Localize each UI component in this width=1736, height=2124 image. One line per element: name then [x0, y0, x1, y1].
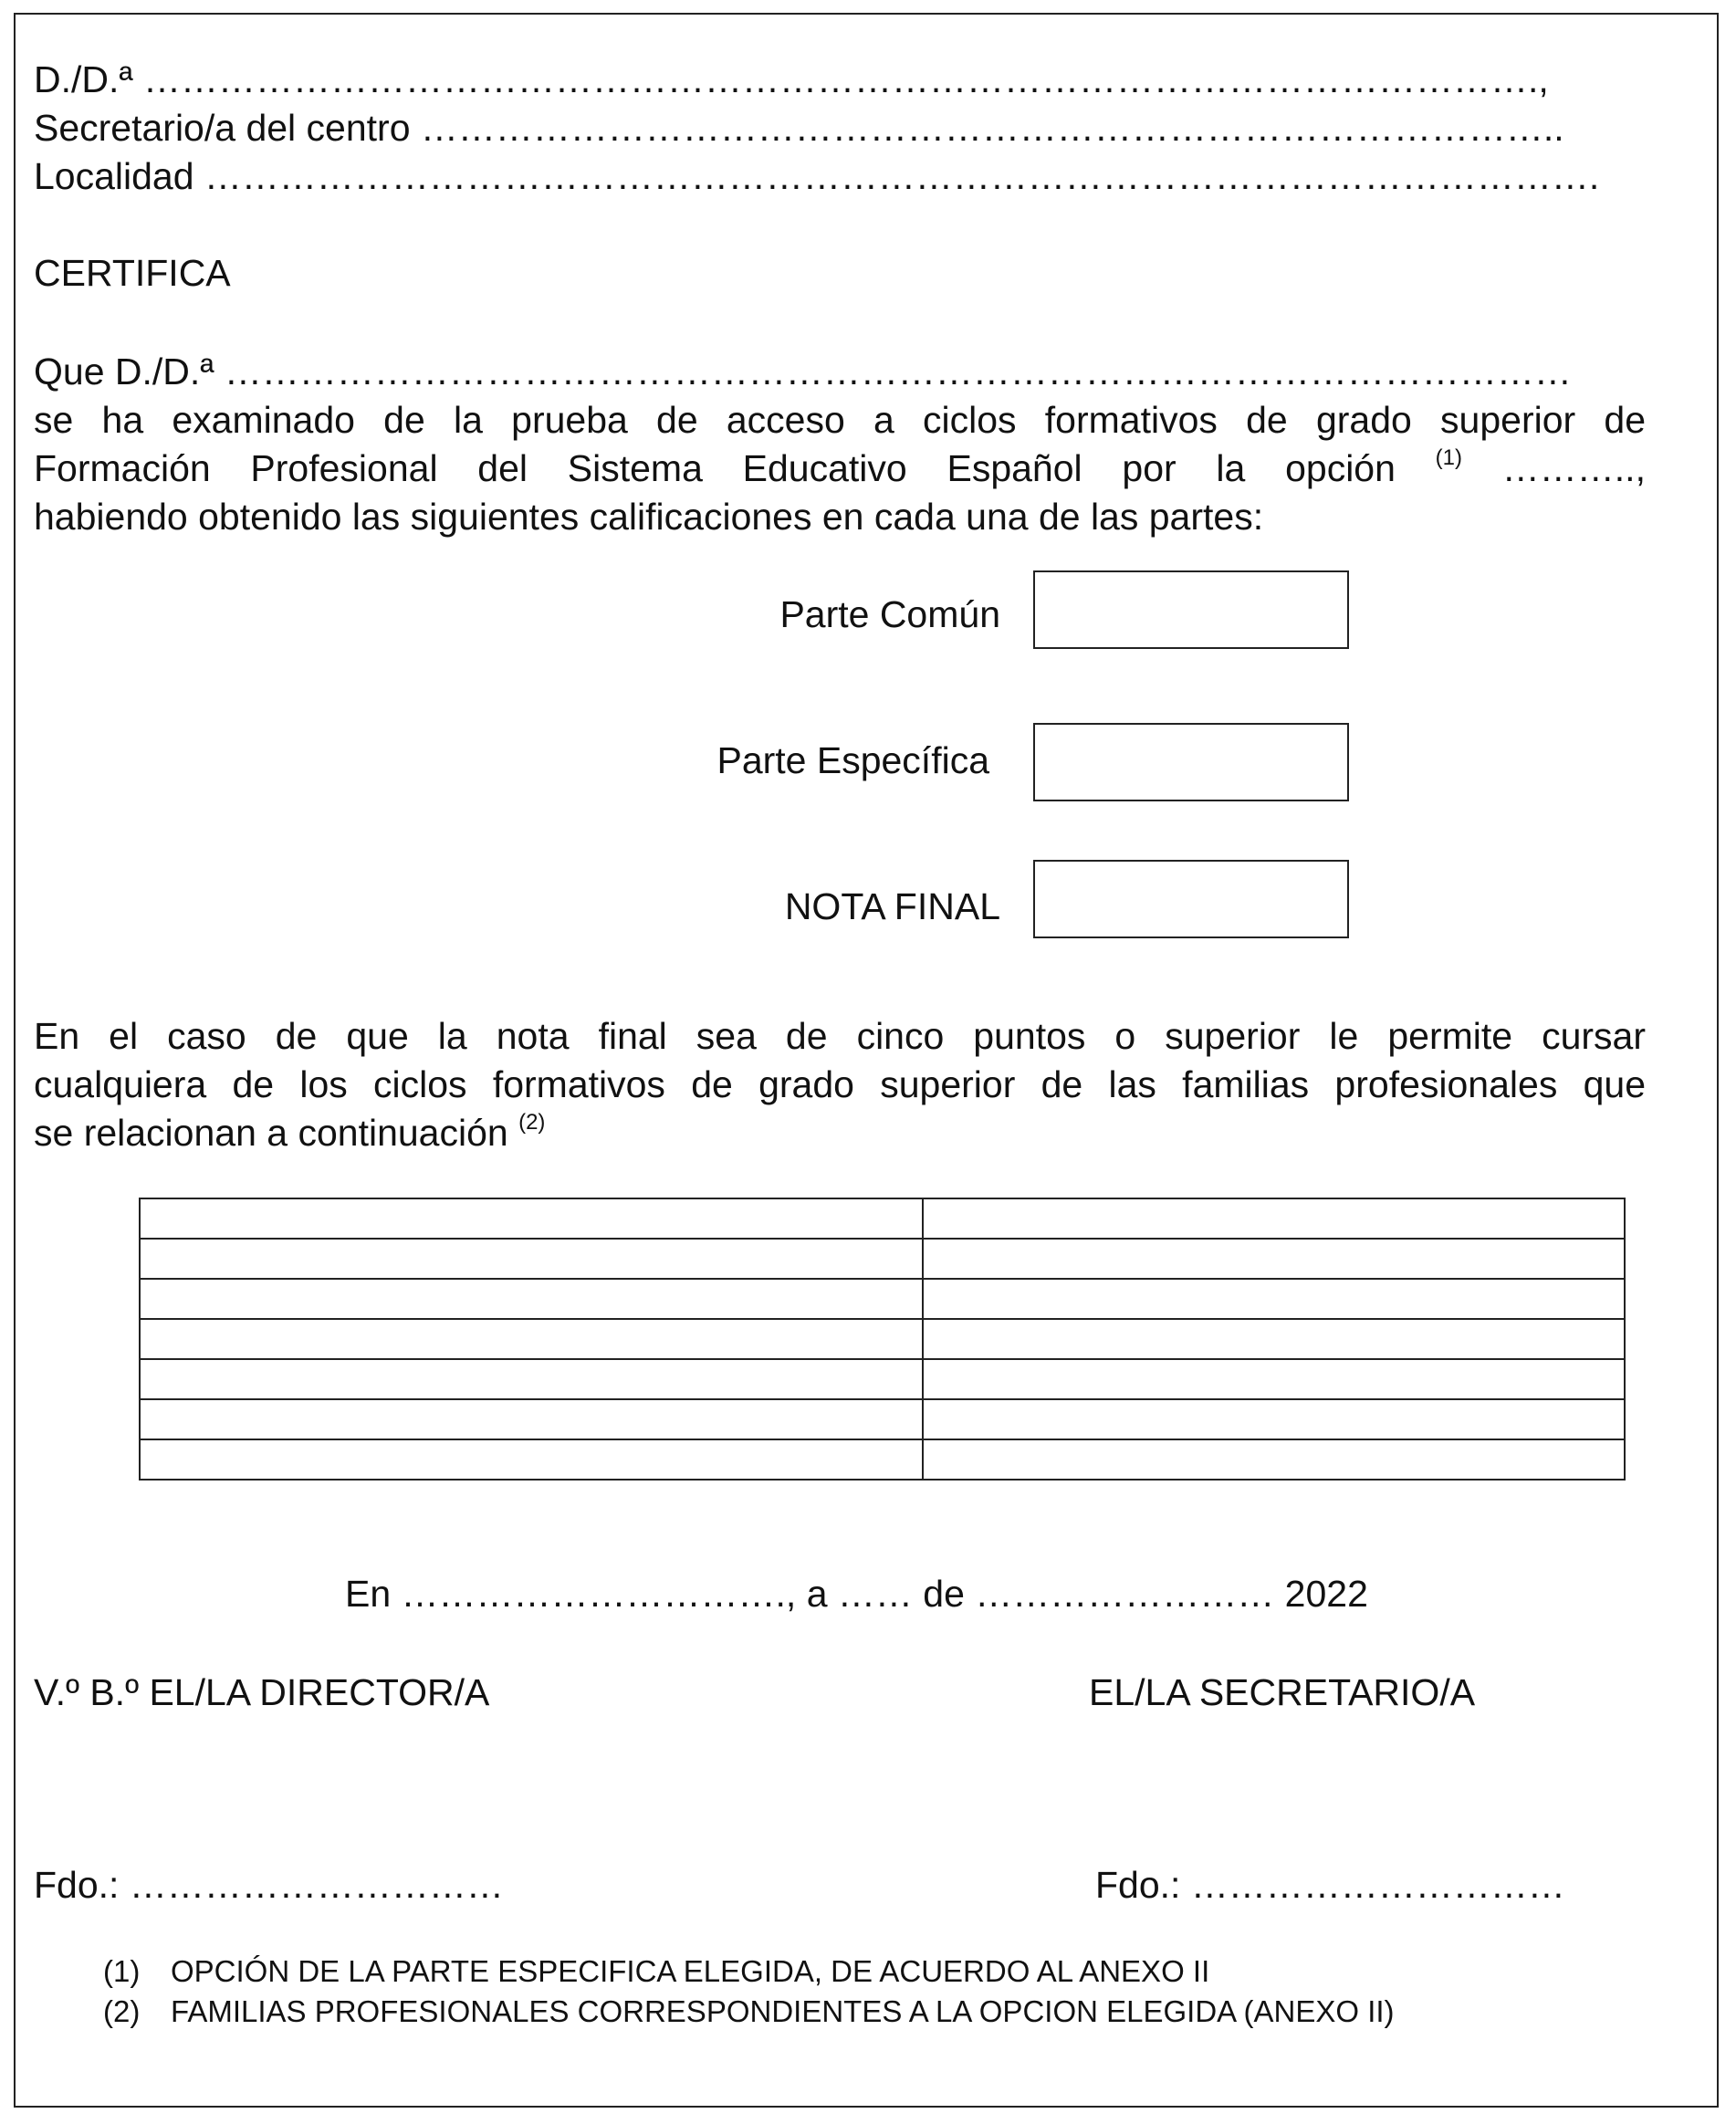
body-line-1: se ha examinado de la prueba de acceso a ciclos formativos de grado superior de	[34, 399, 1646, 441]
que-line: Que D./D.ª ………………………………………………………………………………………………	[34, 351, 1572, 392]
footnote-1	[103, 1951, 1209, 1992]
secretary-line: Secretario/a del centro ………………………………………………………………………………..	[34, 107, 1564, 149]
footnote-2	[103, 1992, 1395, 2032]
body-line-2-text: Formación Profesional del Sistema Educativo Español por la opción	[34, 447, 1396, 489]
table-cell[interactable]	[923, 1239, 1625, 1279]
table-row	[140, 1198, 1625, 1239]
director-title: V.º B.º EL/LA DIRECTOR/A	[34, 1671, 490, 1713]
families-line-2: cualquiera de los ciclos formativos de grado superior de las familias profesionales que	[34, 1063, 1646, 1105]
footnote-ref-1: (1)	[1435, 445, 1463, 470]
parte-especifica-label: Parte Específica	[716, 739, 989, 781]
footnote-1-text: OPCIÓN DE LA PARTE ESPECIFICA ELEGIDA, DE ACUERDO AL ANEXO II	[171, 1954, 1210, 1988]
table-cell[interactable]	[923, 1319, 1625, 1359]
nota-final-box[interactable]	[1033, 860, 1349, 938]
families-line-3	[34, 1108, 545, 1157]
table-cell[interactable]	[140, 1239, 923, 1279]
footnote-2-number: (2)	[103, 1994, 141, 2028]
table-cell[interactable]	[140, 1359, 923, 1399]
director-signature-line: Fdo.: …………………………	[34, 1864, 504, 1906]
families-line-3-text: se relacionan a continuación	[34, 1112, 508, 1154]
place-date-line: En …………………………., a …… de …………………… 2022	[345, 1573, 1368, 1615]
secretary-signature-line: Fdo.: …………………………	[1095, 1864, 1565, 1906]
footnote-1-number: (1)	[103, 1954, 141, 1988]
table-cell[interactable]	[923, 1359, 1625, 1399]
footnote-2-text: FAMILIAS PROFESIONALES CORRESPONDIENTES A LA OPCION ELEGIDA (ANEXO II)	[171, 1994, 1395, 2028]
table-cell[interactable]	[140, 1279, 923, 1319]
body-line-3: habiendo obtenido las siguientes calificaciones en cada una de las partes:	[34, 496, 1264, 538]
option-dots: ………..,	[1501, 447, 1646, 489]
certifica-heading: CERTIFICA	[34, 252, 231, 294]
table-cell[interactable]	[923, 1279, 1625, 1319]
table-row	[140, 1319, 1625, 1359]
table-cell[interactable]	[140, 1439, 923, 1480]
table-cell[interactable]	[140, 1198, 923, 1239]
nota-final-label: NOTA FINAL	[784, 885, 1000, 927]
table-cell[interactable]	[923, 1399, 1625, 1439]
footnote-ref-2: (2)	[518, 1110, 546, 1135]
table-cell[interactable]	[140, 1399, 923, 1439]
parte-especifica-box[interactable]	[1033, 723, 1349, 801]
table-cell[interactable]	[923, 1198, 1625, 1239]
secretary-title: EL/LA SECRETARIO/A	[1089, 1671, 1476, 1713]
table-row	[140, 1239, 1625, 1279]
parte-comun-label: Parte Común	[779, 593, 1000, 635]
families-line-1: En el caso de que la nota final sea de cinco puntos o superior le permite cursar	[34, 1015, 1646, 1057]
body-line-2	[34, 444, 1646, 493]
locality-line: Localidad ………………………………………………………………………………………………….	[34, 155, 1600, 197]
table-row	[140, 1399, 1625, 1439]
table-cell[interactable]	[923, 1439, 1625, 1480]
parte-comun-box[interactable]	[1033, 570, 1349, 649]
name-line: D./D.ª ………………………………………………………………………………………………….,	[34, 58, 1549, 100]
families-table	[139, 1198, 1626, 1481]
table-cell[interactable]	[140, 1319, 923, 1359]
table-row	[140, 1439, 1625, 1480]
table-row	[140, 1359, 1625, 1399]
table-row	[140, 1279, 1625, 1319]
